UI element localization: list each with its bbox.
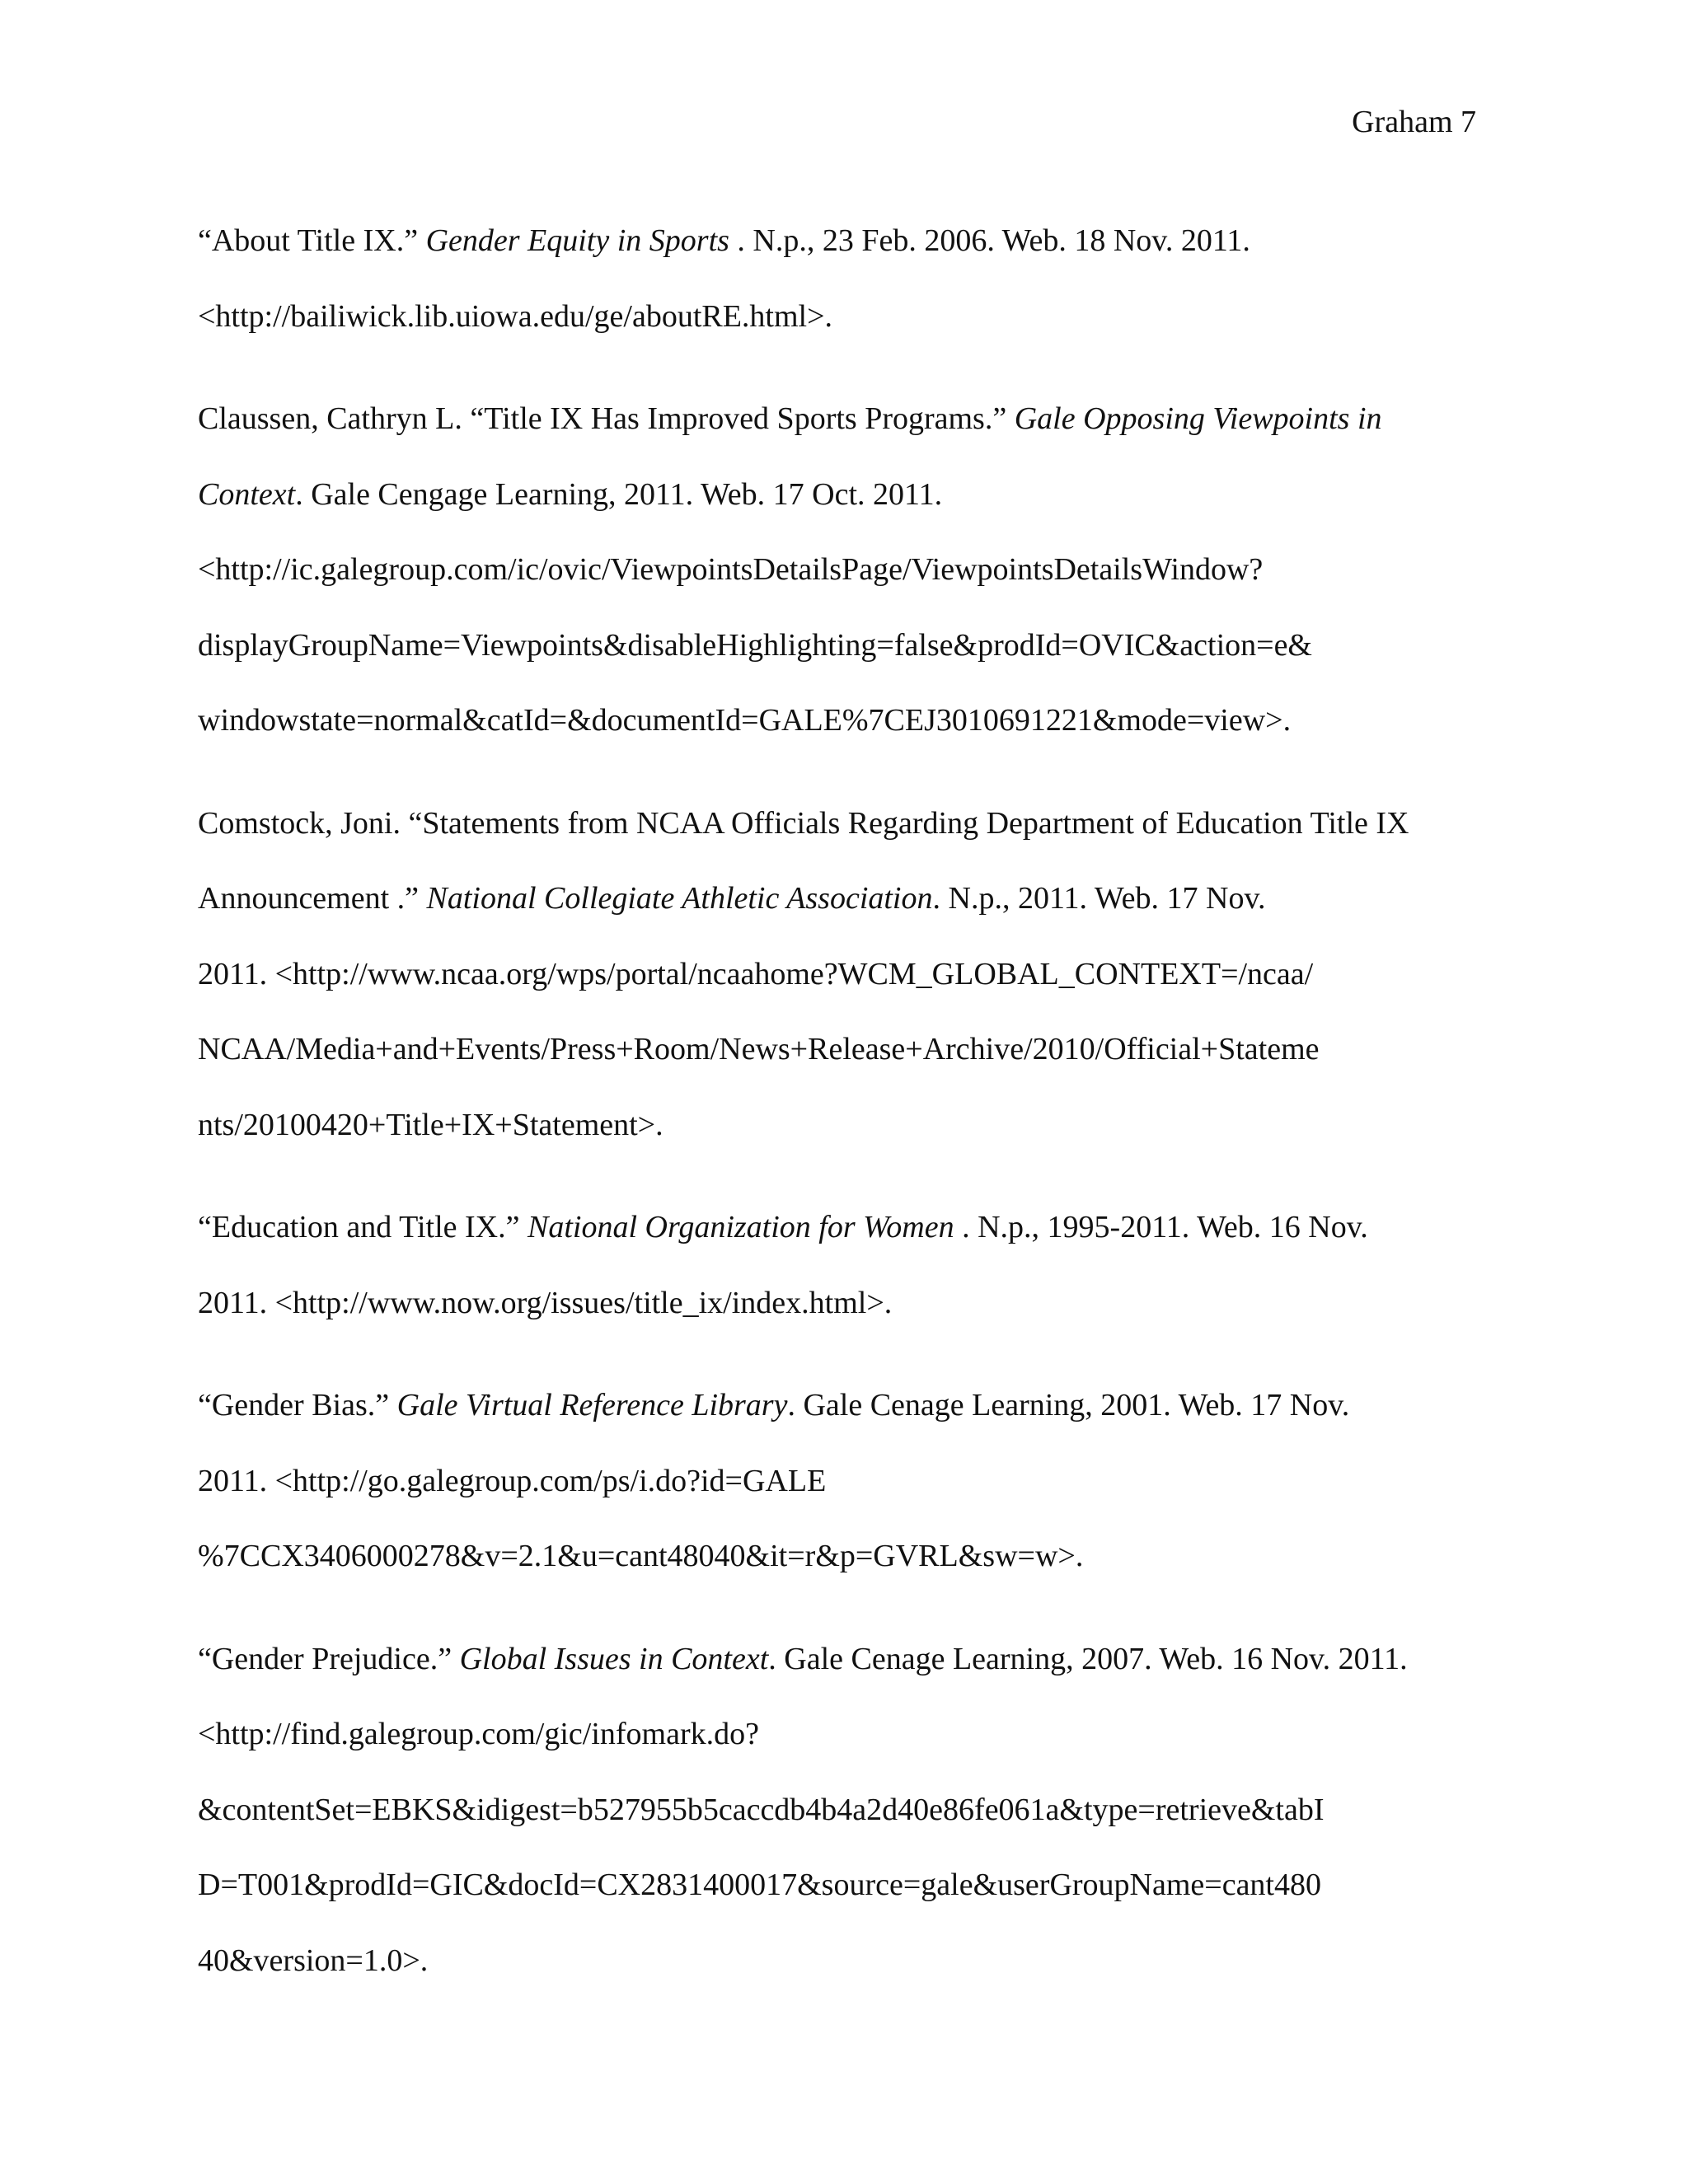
- citation-url-line: nts/20100420+Title+IX+Statement>.: [198, 1107, 663, 1142]
- citation-text: . N.p., 1995-2011. Web. 16 Nov.: [954, 1210, 1368, 1244]
- citation-source-title: Context: [198, 476, 296, 512]
- citation-text: Announcement .”: [198, 881, 427, 916]
- citation-url-line: D=T001&prodId=GIC&docId=CX2831400017&source=gale&userGroupName=cant480: [198, 1868, 1321, 1902]
- citation-entry: [198, 786, 1484, 1164]
- citation-line: [198, 1622, 1484, 1698]
- citation-url-line: 2011. <http://www.ncaa.org/wps/portal/ncaahome?WCM_GLOBAL_CONTEXT=/ncaa/: [198, 956, 1314, 991]
- citation-text: “Education and Title IX.”: [198, 1210, 528, 1244]
- citation-text: “Gender Prejudice.”: [198, 1641, 460, 1676]
- running-head: Graham 7: [1352, 105, 1476, 139]
- citation-line: [198, 457, 1484, 533]
- citation-line: Comstock, Joni. “Statements from NCAA Officials Regarding Department of Education Title IX: [198, 805, 1409, 841]
- citation-entry: [198, 1622, 1484, 1999]
- citation-line: [198, 1368, 1484, 1444]
- citation-source-title: Global Issues in Context: [459, 1641, 769, 1676]
- citation-url-line: 2011. <http://www.now.org/issues/title_ix/index.html>.: [198, 1285, 893, 1320]
- citation-entry: [198, 1190, 1484, 1341]
- citation-source-title: Gale Opposing Viewpoints in: [1014, 401, 1382, 436]
- citation-url-line: <http://bailiwick.lib.uiowa.edu/ge/aboutRE.html>.: [198, 298, 833, 334]
- works-cited-list: [198, 204, 1484, 2026]
- citation-line: [198, 1190, 1484, 1266]
- citation-text: . N.p., 23 Feb. 2006. Web. 18 Nov. 2011.: [729, 223, 1250, 258]
- citation-url-line: <http://ic.galegroup.com/ic/ovic/ViewpointsDetailsPage/ViewpointsDetailsWindow?: [198, 552, 1264, 587]
- citation-url-line: windowstate=normal&catId=&documentId=GALE%7CEJ3010691221&mode=view>.: [198, 703, 1292, 738]
- citation-entry: [198, 1368, 1484, 1595]
- citation-text: Claussen, Cathryn L. “Title IX Has Improved Sports Programs.”: [198, 401, 1015, 436]
- citation-text: . Gale Cenage Learning, 2007. Web. 16 Nov. 2011.: [768, 1641, 1408, 1676]
- citation-url-line: 40&version=1.0>.: [198, 1943, 429, 1978]
- citation-text: . Gale Cengage Learning, 2011. Web. 17 Oct. 2011.: [295, 476, 943, 512]
- citation-url-line: NCAA/Media+and+Events/Press+Room/News+Release+Archive/2010/Official+Stateme: [198, 1032, 1320, 1066]
- citation-text: . Gale Cenage Learning, 2001. Web. 17 Nov.: [787, 1388, 1350, 1422]
- citation-source-title: National Collegiate Athletic Association: [426, 881, 933, 916]
- citation-text: “About Title IX.”: [198, 223, 426, 258]
- citation-text: . N.p., 2011. Web. 17 Nov.: [932, 881, 1266, 916]
- citation-source-title: Gale Virtual Reference Library: [396, 1388, 788, 1422]
- citation-entry: [198, 204, 1484, 354]
- citation-line: [198, 204, 1484, 279]
- citation-source-title: Gender Equity in Sports: [425, 223, 729, 258]
- citation-url-line: displayGroupName=Viewpoints&disableHighlighting=false&prodId=OVIC&action=e&: [198, 627, 1312, 663]
- citation-url-line: 2011. <http://go.galegroup.com/ps/i.do?id=GALE: [198, 1463, 827, 1498]
- citation-url-line: &contentSet=EBKS&idigest=b527955b5caccdb4b4a2d40e86fe061a&type=retrieve&tabI: [198, 1792, 1325, 1827]
- citation-line: [198, 861, 1484, 937]
- citation-url-line: <http://find.galegroup.com/gic/infomark.do?: [198, 1717, 759, 1751]
- citation-entry: [198, 382, 1484, 759]
- citation-source-title: National Organization for Women: [527, 1210, 954, 1244]
- citation-url-line: %7CCX3406000278&v=2.1&u=cant48040&it=r&p=GVRL&sw=w>.: [198, 1539, 1084, 1573]
- citation-line: [198, 382, 1484, 457]
- citation-text: “Gender Bias.”: [198, 1388, 397, 1422]
